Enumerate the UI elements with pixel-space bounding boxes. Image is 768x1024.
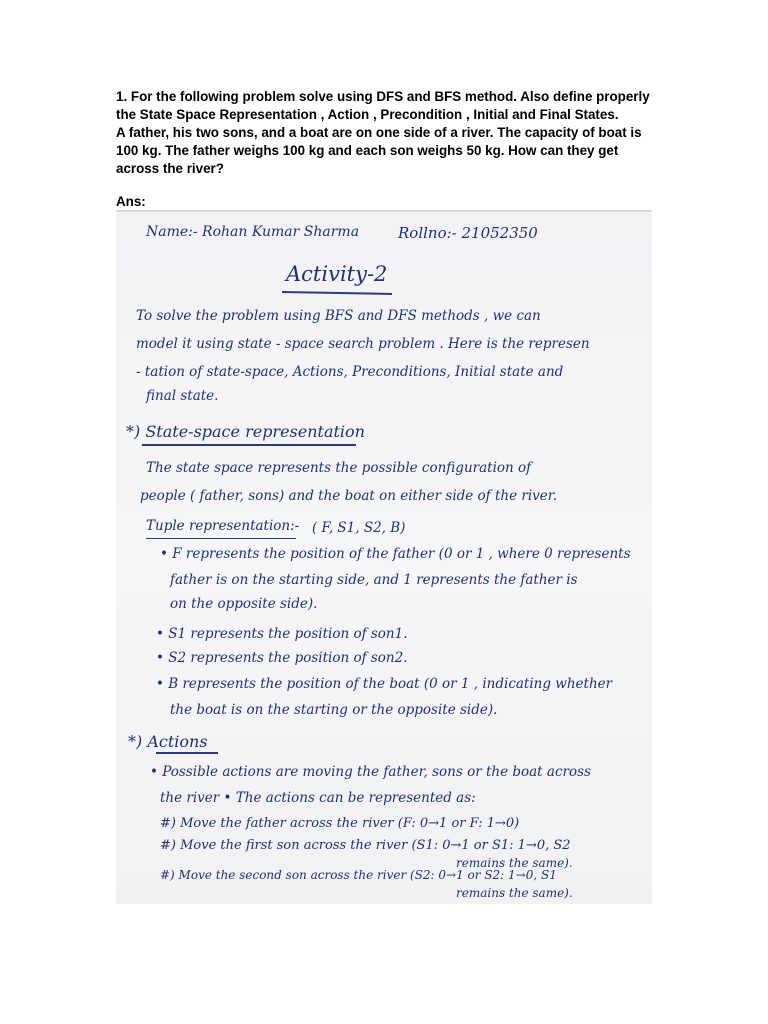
heading-underline bbox=[156, 752, 218, 754]
intro-line: - tation of state-space, Actions, Preconditions, Initial state and bbox=[136, 364, 564, 380]
intro-line: model it using state - space search problem . Here is the represen bbox=[136, 336, 590, 352]
tuple-value: ( F, S1, S2, B) bbox=[312, 520, 406, 536]
actions-intro-line: the river • The actions can be represented as: bbox=[160, 790, 476, 806]
answer-label: Ans: bbox=[116, 194, 146, 209]
bullet-father: on the opposite side). bbox=[170, 596, 318, 612]
actions-intro-line: • Possible actions are moving the father, sons or the boat across bbox=[150, 764, 591, 780]
question-line: the State Space Representation , Action , Precondition , Initial and Final States. bbox=[116, 107, 619, 122]
title-underline bbox=[282, 291, 392, 295]
question-line: 100 kg. The father weighs 100 kg and each son weighs 50 kg. How can they get bbox=[116, 143, 619, 158]
activity-title: Activity-2 bbox=[286, 262, 388, 286]
action-item: #) Move the second son across the river (S2: 0→1 or S2: 1→0, S1 bbox=[160, 868, 557, 882]
actions-heading: *) Actions bbox=[128, 732, 208, 751]
action-item: #) Move the first son across the river (S1: 0→1 or S1: 1→0, S2 bbox=[160, 838, 571, 853]
rollno-line: Rollno:- 21052350 bbox=[398, 224, 538, 242]
state-space-body-line: people ( father, sons) and the boat on either side of the river. bbox=[140, 488, 558, 504]
intro-line: To solve the problem using BFS and DFS methods , we can bbox=[136, 308, 541, 324]
intro-line: final state. bbox=[146, 388, 219, 404]
bullet-son1: • S1 represents the position of son1. bbox=[156, 626, 408, 642]
tuple-heading: Tuple representation:- bbox=[146, 518, 300, 534]
question-text bbox=[116, 88, 664, 178]
handwritten-notes-image bbox=[116, 210, 652, 904]
heading-underline bbox=[142, 444, 356, 446]
action-item-continuation: remains the same). bbox=[456, 856, 573, 870]
question-line: 1. For the following problem solve using DFS and BFS method. Also define properly bbox=[116, 89, 650, 104]
bullet-father: father is on the starting side, and 1 represents the father is bbox=[170, 572, 578, 588]
name-line: Name:- Rohan Kumar Sharma bbox=[146, 224, 360, 240]
question-line: A father, his two sons, and a boat are on one side of a river. The capacity of boat is bbox=[116, 125, 642, 140]
bullet-boat: • B represents the position of the boat (0 or 1 , indicating whether bbox=[156, 676, 613, 692]
question-line: across the river? bbox=[116, 161, 224, 176]
state-space-body-line: The state space represents the possible configuration of bbox=[146, 460, 532, 476]
bullet-father: • F represents the position of the father (0 or 1 , where 0 represents bbox=[160, 546, 631, 562]
state-space-heading: *) State-space representation bbox=[126, 422, 365, 441]
action-item-continuation: remains the same). bbox=[456, 886, 573, 900]
tuple-underline bbox=[146, 538, 296, 539]
bullet-son2: • S2 represents the position of son2. bbox=[156, 650, 408, 666]
action-item: #) Move the father across the river (F: 0→1 or F: 1→0) bbox=[160, 816, 520, 831]
bullet-boat: the boat is on the starting or the opposite side). bbox=[170, 702, 498, 718]
